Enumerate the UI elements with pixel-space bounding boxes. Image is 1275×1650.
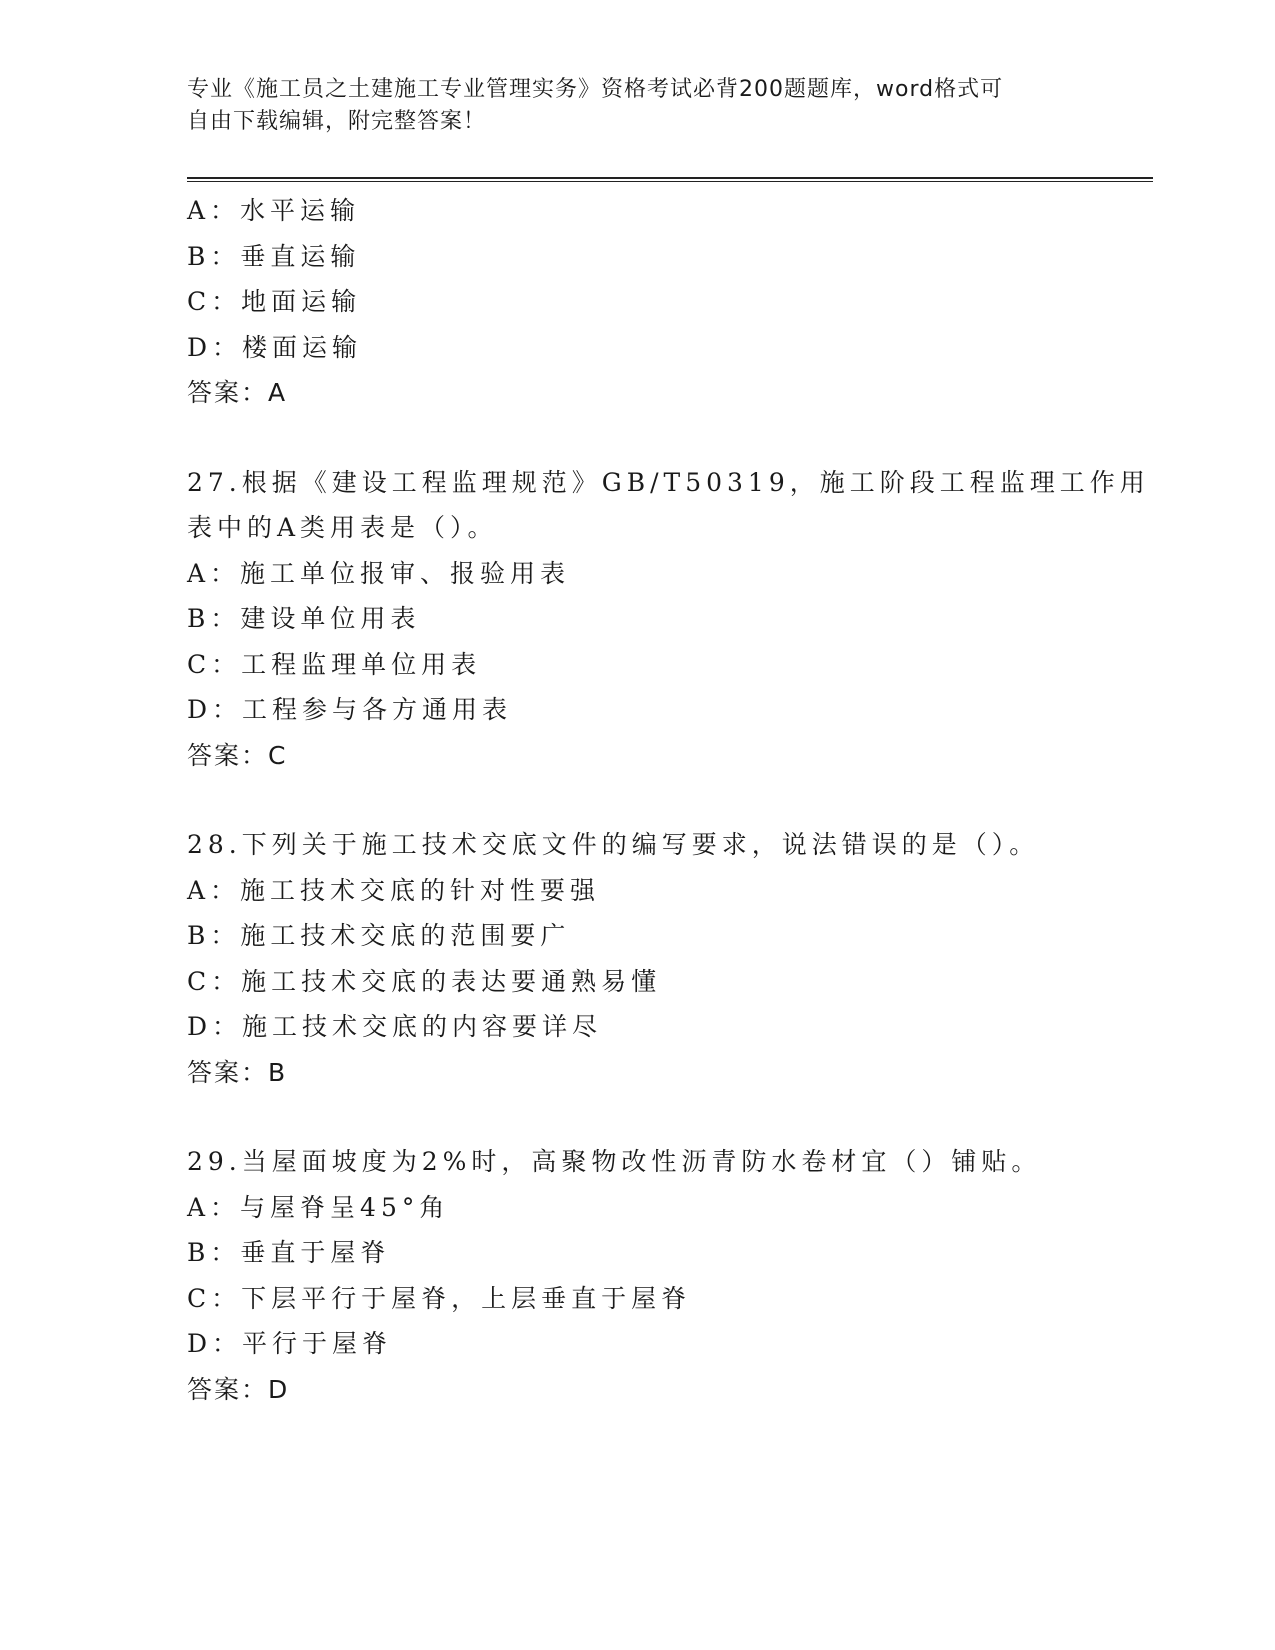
question-29 <box>187 1139 1087 1412</box>
question-stem-line-1: 29.当屋面坡度为2%时，高聚物改性沥青防水卷材宜（）铺贴。 <box>187 1147 1042 1176</box>
option-d: D：楼面运输 <box>187 332 363 362</box>
option-b: B：垂直运输 <box>187 241 361 271</box>
option-d: D：平行于屋脊 <box>187 1329 393 1358</box>
answer: 答案：A <box>187 378 288 407</box>
page-header <box>187 74 1067 138</box>
answer: 答案：D <box>187 1374 290 1404</box>
header-line-1: 专业《施工员之土建施工专业管理实务》资格考试必背200题题库，word格式可 <box>187 77 1004 102</box>
option-a: A：施工技术交底的针对性要强 <box>187 875 601 905</box>
question-stem-line-2: 表中的A类用表是（）。 <box>187 513 498 542</box>
option-b: B：施工技术交底的范围要广 <box>187 921 571 950</box>
option-a: A：施工单位报审、报验用表 <box>187 558 571 588</box>
option-d: D：工程参与各方通用表 <box>187 695 513 724</box>
option-a: A：水平运输 <box>187 196 361 225</box>
option-c: C：地面运输 <box>187 287 362 316</box>
answer: 答案：C <box>187 740 288 770</box>
option-c: C：施工技术交底的表达要通熟易懂 <box>187 966 662 996</box>
option-d: D：施工技术交底的内容要详尽 <box>187 1012 603 1041</box>
header-line-2: 自由下载编辑，附完整答案！ <box>187 109 487 134</box>
option-b: B：建设单位用表 <box>187 604 421 633</box>
spacer <box>187 1095 1087 1139</box>
option-b: B：垂直于屋脊 <box>187 1238 391 1267</box>
question-26 <box>187 188 1087 416</box>
question-28 <box>187 822 1087 1095</box>
question-stem-line-1: 27.根据《建设工程监理规范》GB/T50319，施工阶段工程监理工作用 <box>187 467 1150 497</box>
header-divider <box>187 177 1153 182</box>
question-27 <box>187 460 1150 779</box>
option-c: C：下层平行于屋脊，上层垂直于屋脊 <box>187 1283 692 1313</box>
answer: 答案：B <box>187 1057 288 1087</box>
spacer <box>187 416 1087 460</box>
question-stem-line-1: 28.下列关于施工技术交底文件的编写要求，说法错误的是（）。 <box>187 830 1040 859</box>
question-list <box>187 188 1150 1412</box>
option-c: C：工程监理单位用表 <box>187 649 482 679</box>
spacer <box>187 778 1087 822</box>
option-a: A：与屋脊呈45°角 <box>187 1192 450 1222</box>
